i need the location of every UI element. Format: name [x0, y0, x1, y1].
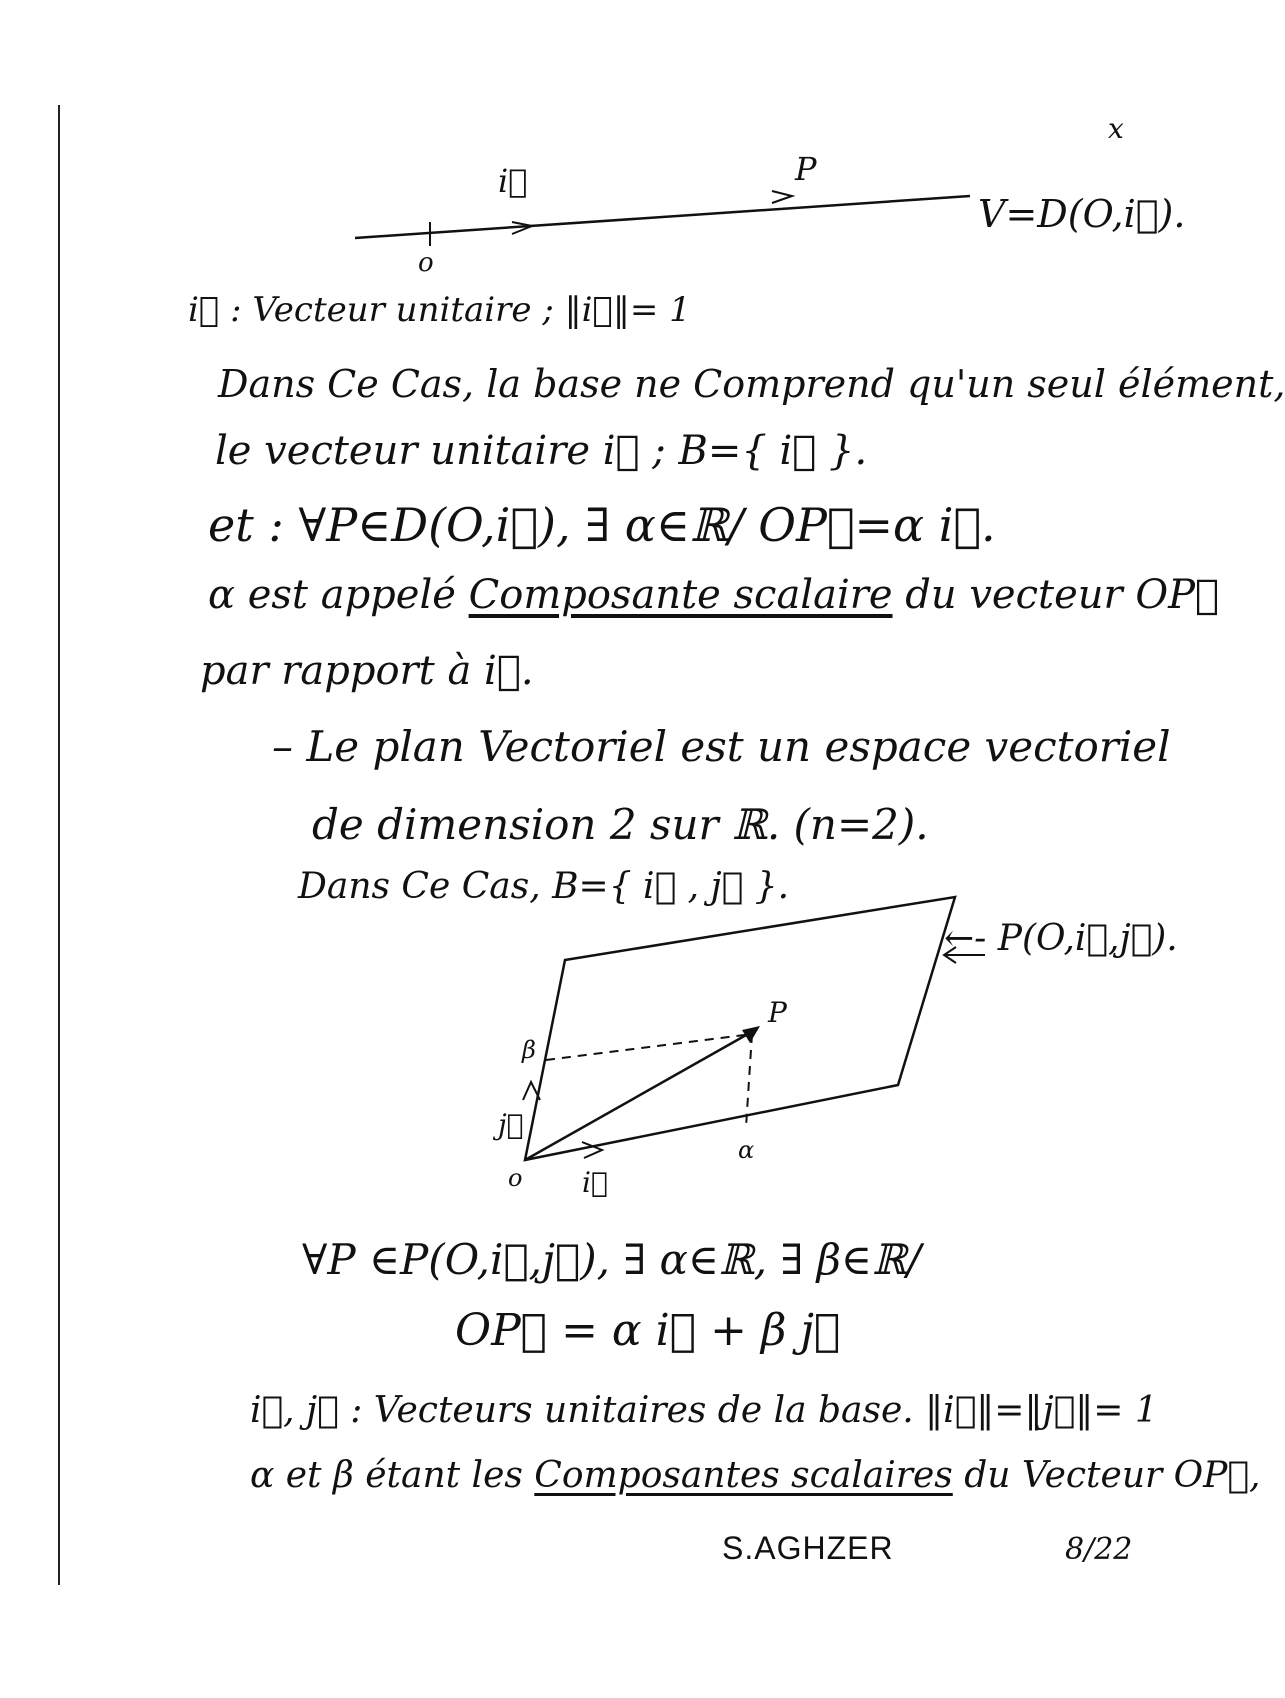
text-line-11-pre: α et β étant les: [250, 1455, 535, 1496]
line-label-o: o: [418, 248, 434, 278]
plane-label-j: j⃗: [498, 1108, 524, 1141]
text-line-11-post: du Vecteur OP⃗,: [952, 1455, 1261, 1496]
signature: S.AGHZER: [722, 1530, 894, 1566]
text-line-8: de dimension 2 sur ℝ. (n=2).: [312, 800, 929, 849]
text-line-6: par rapport à i⃗.: [200, 648, 534, 694]
formula-line-1: ∀P ∈P(O,i⃗,j⃗), ∃ α∈ℝ, ∃ β∈ℝ/: [302, 1235, 922, 1284]
text-line-11: [250, 1455, 1260, 1496]
text-line-4: et : ∀P∈D(O,i⃗), ∃ α∈ℝ/ OP⃗=α i⃗.: [208, 498, 996, 552]
plane-label-i: i⃗: [582, 1166, 608, 1199]
plane-label-beta: β: [522, 1036, 536, 1064]
page-number: 8/22: [1065, 1532, 1133, 1567]
line-label-v: V=D(O,i⃗).: [978, 192, 1186, 236]
text-line-9: Dans Ce Cas, B={ i⃗ , j⃗ }.: [298, 866, 790, 907]
text-line-10: i⃗, j⃗ : Vecteurs unitaires de la base. ‖i⃗‖=‖j⃗‖= 1: [250, 1390, 1158, 1431]
corner-mark: x: [1108, 112, 1124, 145]
text-line-5-post: du vecteur OP⃗: [892, 572, 1220, 618]
text-line-5-pre: α est appelé: [208, 572, 469, 618]
text-line-3: le vecteur unitaire i⃗ ; B={ i⃗ }.: [215, 428, 868, 474]
line-label-i: i⃗: [498, 162, 528, 200]
term-composante-scalaire: Composante scalaire: [468, 572, 893, 618]
plane-label-p: P: [768, 996, 787, 1029]
text-line-2: Dans Ce Cas, la base ne Comprend qu'un seul élément,: [218, 362, 1285, 406]
plane-label: ←- P(O,i⃗,j⃗).: [944, 918, 1178, 959]
term-composantes-scalaires: Composantes scalaires: [534, 1455, 953, 1496]
plane-label-o: o: [508, 1164, 523, 1192]
text-line-1: i⃗ : Vecteur unitaire ; ‖i⃗‖= 1: [188, 290, 691, 330]
formula-line-2: OP⃗ = α i⃗ + β j⃗: [455, 1305, 841, 1356]
plane-label-alpha: α: [738, 1136, 755, 1164]
text-line-7: – Le plan Vectoriel est un espace vectoriel: [272, 722, 1171, 771]
line-label-p: P: [795, 150, 817, 188]
